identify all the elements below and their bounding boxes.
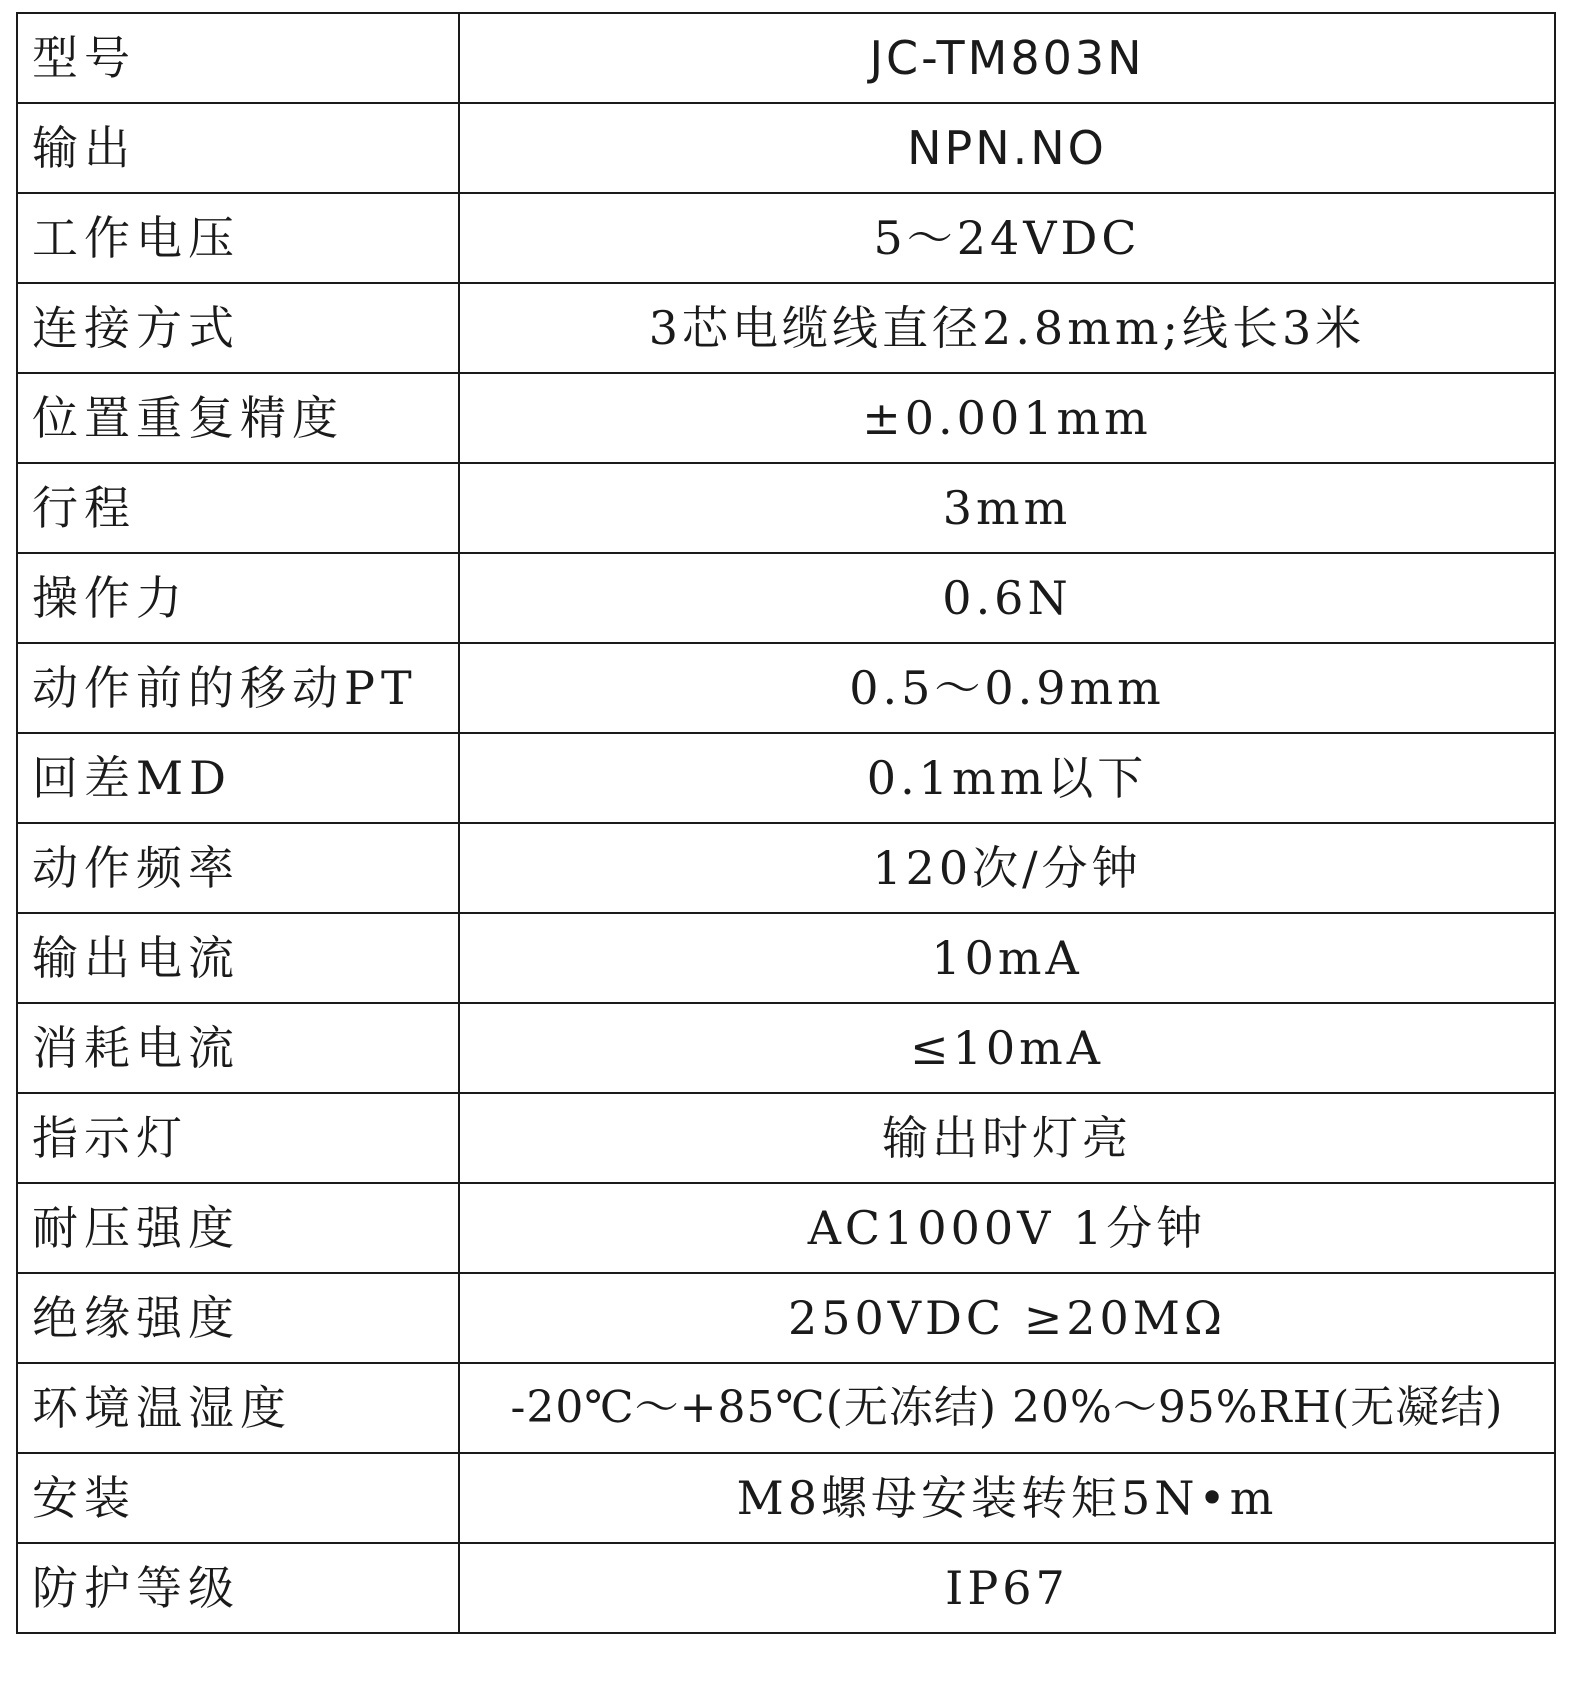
table-row xyxy=(17,1093,1555,1183)
table-row xyxy=(17,913,1555,1003)
spec-value: M8螺母安装转矩5N•m xyxy=(459,1453,1555,1543)
table-row xyxy=(17,1003,1555,1093)
spec-value: -20℃～+85℃(无冻结) 20%～95%RH(无凝结) xyxy=(459,1363,1555,1453)
spec-label: 行程 xyxy=(17,463,459,553)
table-row xyxy=(17,1183,1555,1273)
table-row xyxy=(17,733,1555,823)
spec-label: 防护等级 xyxy=(17,1543,459,1633)
spec-label: 连接方式 xyxy=(17,283,459,373)
spec-label: 安装 xyxy=(17,1453,459,1543)
table-row xyxy=(17,283,1555,373)
spec-value: JC-TM803N xyxy=(459,13,1555,103)
spec-label: 回差MD xyxy=(17,733,459,823)
spec-value: 0.1mm以下 xyxy=(459,733,1555,823)
table-row xyxy=(17,1363,1555,1453)
spec-value: IP67 xyxy=(459,1543,1555,1633)
spec-label: 环境温湿度 xyxy=(17,1363,459,1453)
spec-label: 消耗电流 xyxy=(17,1003,459,1093)
spec-value: 0.5～0.9mm xyxy=(459,643,1555,733)
spec-value: 输出时灯亮 xyxy=(459,1093,1555,1183)
spec-value: ±0.001mm xyxy=(459,373,1555,463)
spec-value: 3mm xyxy=(459,463,1555,553)
spec-label: 耐压强度 xyxy=(17,1183,459,1273)
spec-label: 工作电压 xyxy=(17,193,459,283)
spec-value: 250VDC ≥20MΩ xyxy=(459,1273,1555,1363)
spec-value: ≤10mA xyxy=(459,1003,1555,1093)
table-row xyxy=(17,13,1555,103)
table-row xyxy=(17,193,1555,283)
spec-label: 型号 xyxy=(17,13,459,103)
table-row xyxy=(17,103,1555,193)
spec-value: 5～24VDC xyxy=(459,193,1555,283)
spec-label: 输出 xyxy=(17,103,459,193)
table-row xyxy=(17,553,1555,643)
spec-label: 输出电流 xyxy=(17,913,459,1003)
spec-label: 位置重复精度 xyxy=(17,373,459,463)
spec-value: 3芯电缆线直径2.8mm;线长3米 xyxy=(459,283,1555,373)
spec-value: 0.6N xyxy=(459,553,1555,643)
spec-label: 指示灯 xyxy=(17,1093,459,1183)
spec-value: 10mA xyxy=(459,913,1555,1003)
table-row xyxy=(17,1453,1555,1543)
spec-label: 绝缘强度 xyxy=(17,1273,459,1363)
table-row xyxy=(17,373,1555,463)
spec-value: NPN.NO xyxy=(459,103,1555,193)
spec-value: 120次/分钟 xyxy=(459,823,1555,913)
table-row xyxy=(17,463,1555,553)
spec-label: 动作频率 xyxy=(17,823,459,913)
table-row xyxy=(17,823,1555,913)
table-row xyxy=(17,1543,1555,1633)
table-row xyxy=(17,1273,1555,1363)
table-row xyxy=(17,643,1555,733)
spec-label: 操作力 xyxy=(17,553,459,643)
spec-label: 动作前的移动PT xyxy=(17,643,459,733)
spec-value: AC1000V 1分钟 xyxy=(459,1183,1555,1273)
spec-table xyxy=(16,12,1556,1634)
